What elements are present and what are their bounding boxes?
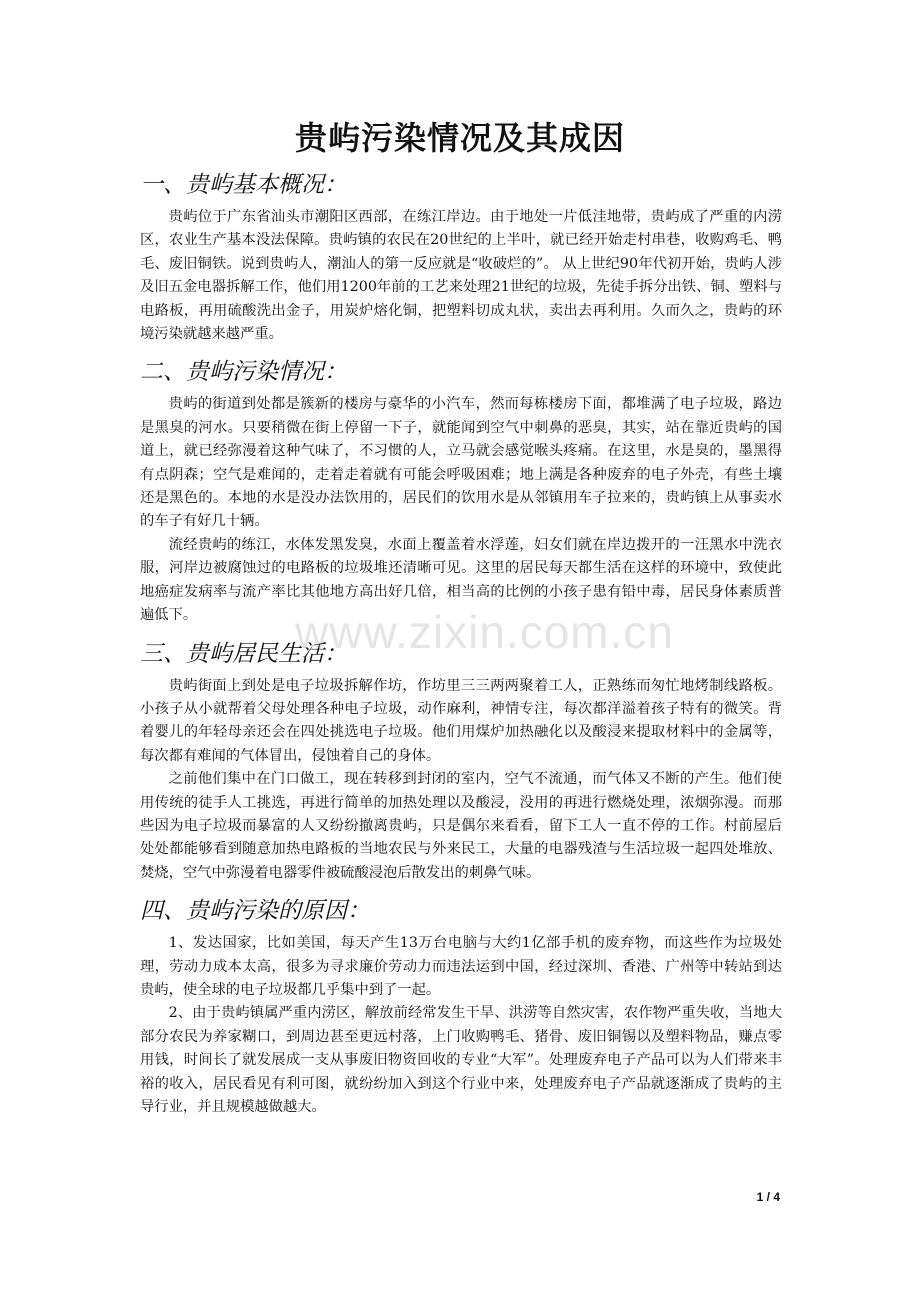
paragraph: 贵屿的街道到处都是簇新的楼房与豪华的小汽车，然而每栋楼房下面，都堆满了电子垃圾，路边是黑臭的河水。只要稍微在街上停留一下子，就能闻到空气中刺鼻的恶臭，其实，站在靠近贵屿的国道上，就已经弥漫着这种气味了，不习惯的人，立马就会感觉喉头疼痛。在这里，水是臭的，墨黑得有点阴森；空气是难闻的，走着走着就有可能会呼吸困难；地上满是各种废弃的电子外壳，有些土壤还是黑色的。本地的水是没办法饮用的，居民们的饮用水是从邻镇用车子拉来的，贵屿镇上从事卖水的车子有好几十辆。: [140, 396, 782, 530]
document-title: 贵屿污染情况及其成因: [294, 119, 625, 157]
paragraph: 贵屿街面上到处是电子垃圾拆解作坊，作坊里三三两两聚着工人，正熟练而匆忙地烤制线路板。小孩子从小就帮着父母处理各种电子垃圾，动作麻利，神情专注，每次都洋溢着孩子特有的微笑。背着婴儿的年轻母亲还会在四处挑选电子垃圾。他们用煤炉加热融化以及酸浸来提取材料中的金属等，每次都有难闻的气体冒出，侵蚀着自己的身体。: [140, 677, 782, 764]
section-causes: [140, 894, 782, 1119]
page-number: 1 / 4: [756, 1190, 780, 1204]
section-heading: 二、贵屿污染情况：: [140, 359, 347, 386]
section-overview: [140, 168, 782, 346]
section-heading: 三、贵屿居民生活：: [140, 640, 347, 667]
paragraph: 之前他们集中在门口做工，现在转移到封闭的室内，空气不流通，而气体又不断的产生。他们使用传统的徒手人工挑选，再进行简单的加热处理以及酸浸，没用的再进行燃烧处理，浓烟弥漫。而那些因为电子垃圾而暴富的人又纷纷撤离贵屿，只是偶尔来看看，留下工人一直不停的工作。村前屋后处处都能够看到随意加热电路板的当地农民与外来民工，大量的电器残渣与生活垃圾一起四处堆放、焚烧，空气中弥漫着电器零件被硫酸浸泡后散发出的刺鼻气味。: [140, 771, 782, 881]
paragraph: 1、发达国家，比如美国，每天产生13万台电脑与大约1亿部手机的废弃物，而这些作为垃圾处理，劳动力成本太高，很多为寻求廉价劳动力而违法运到中国，经过深圳、香港、广州等中转站到达贵屿，使全球的电子垃圾都几乎集中到了一起。: [140, 935, 782, 998]
watermark-text: www.zixin.com.cn: [295, 606, 674, 658]
section-pollution: [140, 355, 782, 627]
paragraph: 2、由于贵屿镇属严重内涝区，解放前经常发生干旱、洪涝等自然灾害，农作物严重失收，当地大部分农民为养家糊口，到周边甚至更远村落，上门收购鸭毛、猪骨、废旧铜锡以及塑料物品，赚点零用钱，时间长了就发展成一支从事废旧物资回收的专业“大军”。处理废弃电子产品可以为人们带来丰裕的收入，居民看见有利可图，就纷纷加入到这个行业中来，处理废弃电子产品就逐渐成了贵屿的主导行业，并且规模越做越大。: [140, 1005, 782, 1115]
section-heading: 一、贵屿基本概况：: [140, 172, 347, 198]
document-body: [140, 168, 782, 1128]
section-residents: [140, 637, 782, 886]
paragraph: 流经贵屿的练江，水体发黑发臭，水面上覆盖着水浮莲，妇女们就在岸边拨开的一汪黑水中洗衣服，河岸边被腐蚀过的电路板的垃圾堆还清晰可见。这里的居民每天都生活在这样的环境中，致使此地癌症发病率与流产率比其他地方高出好几倍，相当高的比例的小孩子患有铅中毒，居民身体素质普遍低下。: [140, 536, 782, 624]
paragraph: 贵屿位于广东省汕头市潮阳区西部，在练江岸边。由于地处一片低洼地带，贵屿成了严重的内涝区，农业生产基本没法保障。贵屿镇的农民在20世纪的上半叶，就已经开始走村串巷，收购鸡毛、鸭毛、废旧铜铁。说到贵屿人，潮汕人的第一反应就是“收破烂的”。 从上世纪90年代初开始，贵屿人涉及旧五金电器拆解工作，他们用1200年前的工艺来处理21世纪的垃圾，先徒手拆分出铁、铜、塑料与电路板，再用硫酸洗出金子，用炭炉熔化铜，把塑料切成丸状，卖出去再利用。久而久之，贵屿的环境污染就越来越严重。: [140, 209, 782, 343]
section-heading: 四、贵屿污染的原因：: [140, 898, 370, 925]
